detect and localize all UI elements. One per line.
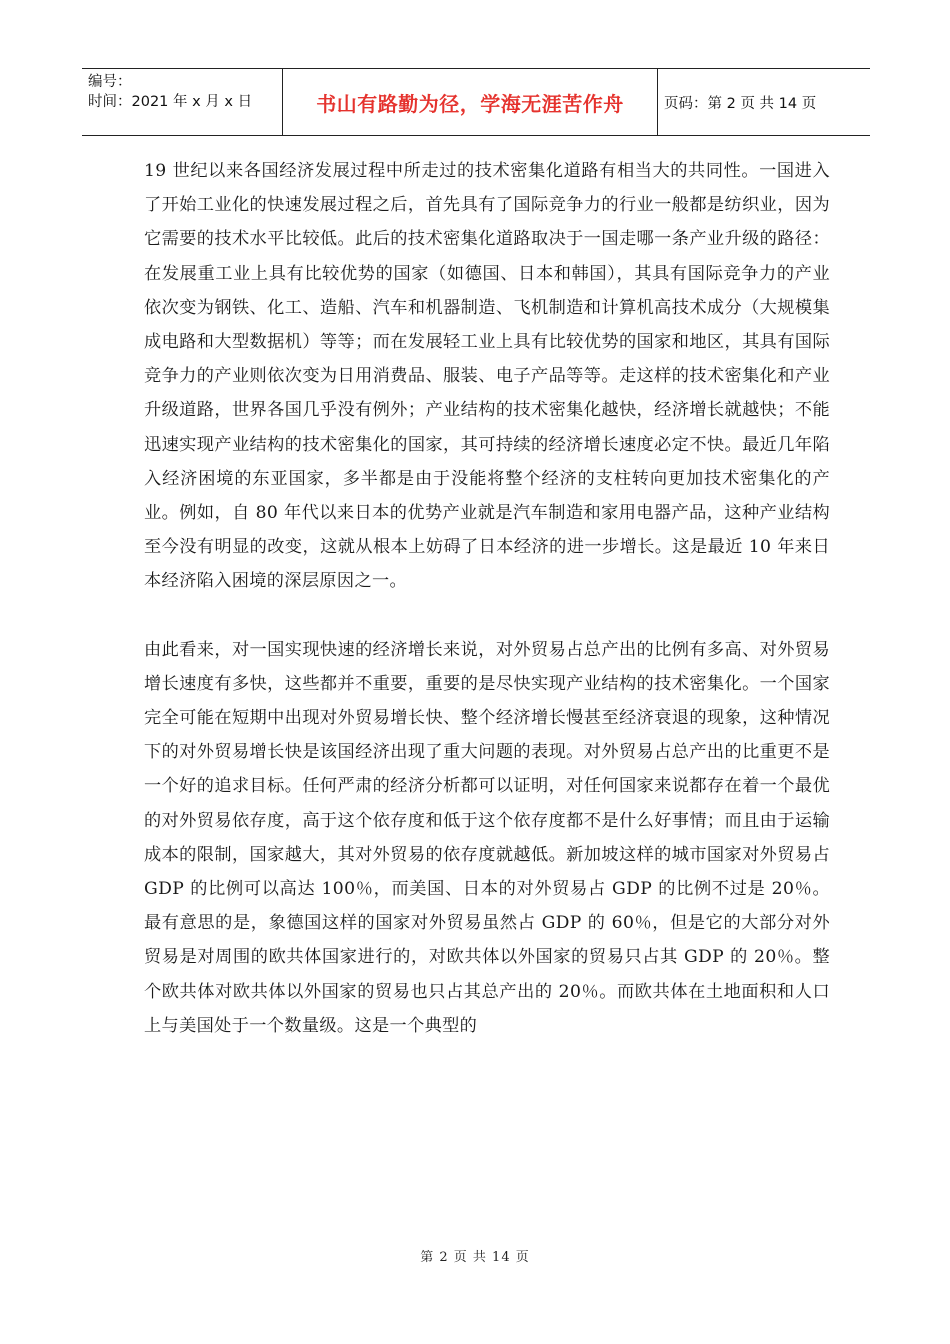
motto-text: 书山有路勤为径，学海无涯苦作舟 — [316, 91, 624, 116]
header-meta-cell — [82, 69, 283, 135]
date-text: 时间：2021 年 x 月 x 日 — [88, 94, 253, 110]
page-footer: 第 2 页 共 14 页 — [420, 1250, 530, 1265]
header-motto-cell — [283, 69, 658, 135]
document-header — [82, 68, 870, 136]
header-page-cell — [658, 69, 870, 135]
code-label: 编号： — [88, 74, 132, 90]
paragraph-2: 由此看来，对一国实现快速的经济增长来说，对外贸易占总产出的比例有多高、对外贸易增长速度有多快，这些都并不重要，重要的是尽快实现产业结构的技术密集化。一个国家完全可能在短期中出现对外贸易增长快、整个经济增长慢甚至经济衰退的现象，这种情况下的对外贸易增长快是该国经济出现了重大问题的表现。对外贸易占总产出的比重更不是一个好的追求目标。任何严肃的经济分析都可以证明，对任何国家来说都存在着一个最优的对外贸易依存度，高于这个依存度和低于这个依存度都不是什么好事情；而且由于运输成本的限制，国家越大，其对外贸易的依存度就越低。新加坡这样的城市国家对外贸易占 GDP 的比例可以高达 100％，而美国、日本的对外贸易占 GDP 的比例不过是 20％。最有意思的是，象德国这样的国家对外贸易虽然占 GDP 的 60％，但是它的大部分对外贸易是对周围的欧共体国家进行的，对欧共体以外国家的贸易只占其 GDP 的 20％。整个欧共体对欧共体以外国家的贸易也只占其总产出的 20％。而欧共体在土地面积和人口上与美国处于一个数量级。这是一个典型的 — [144, 639, 830, 1036]
paragraph-1: 19 世纪以来各国经济发展过程中所走过的技术密集化道路有相当大的共同性。一国进入了开始工业化的快速发展过程之后，首先具有了国际竞争力的行业一般都是纺织业，因为它需要的技术水平比较低。此后的技术密集化道路取决于一国走哪一条产业升级的路径：在发展重工业上具有比较优势的国家（如德国、日本和韩国），其具有国际竞争力的产业依次变为钢铁、化工、造船、汽车和机器制造、飞机制造和计算机高技术成分（大规模集成电路和大型数据机）等等；而在发展轻工业上具有比较优势的国家和地区，其具有国际竞争力的产业则依次变为日用消费品、服装、电子产品等等。走这样的技术密集化和产业升级道路，世界各国几乎没有例外；产业结构的技术密集化越快，经济增长就越快；不能迅速实现产业结构的技术密集化的国家，其可持续的经济增长速度必定不快。最近几年陷入经济困境的东亚国家，多半都是由于没能将整个经济的支柱转向更加技术密集化的产业。例如，自 80 年代以来日本的优势产业就是汽车制造和家用电器产品，这种产业结构至今没有明显的改变，这就从根本上妨碍了日本经济的进一步增长。这是最近 10 年来日本经济陷入困境的深层原因之一。 — [144, 161, 830, 592]
document-body — [144, 154, 830, 1043]
page-info: 页码：第 2 页 共 14 页 — [664, 95, 817, 112]
